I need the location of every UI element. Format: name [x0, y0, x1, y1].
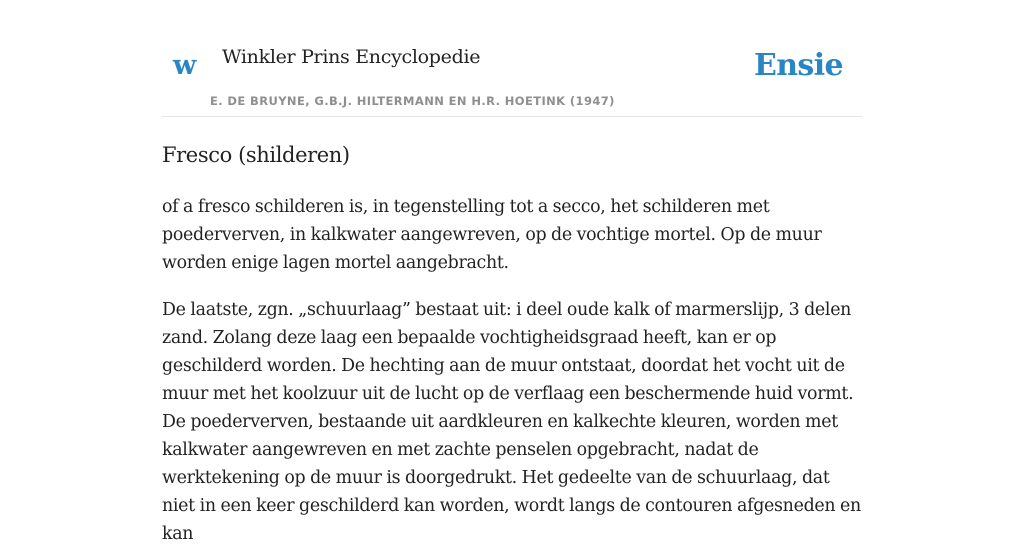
site-title[interactable]: Winkler Prins Encyclopedie — [222, 46, 481, 68]
source-authors: E. DE BRUYNE, G.B.J. HILTERMANN EN H.R. HOETINK (1947) — [210, 94, 615, 108]
article-paragraph: De laatste, zgn. „schuurlaag” bestaat uit: i deel oude kalk of marmerslijp, 3 delen zand. Zolang deze laag een bepaalde vochtigheidsgraad heeft, kan er op geschilderd worden. De hechting aan de muur ontstaat, doordat het vocht uit de muur met het koolzuur uit de lucht op de verflaag een beschermende huid vormt. De poederverven, bestaande uit aardkleuren en kalkechte kleuren, worden met kalkwater aangewreven en met zachte penselen opgebracht, nadat de werktekening op de muur is doorgedrukt. Het gedeelte van de schuurlaag, dat niet in een keer geschilderd kan worden, wordt langs de contouren afgesneden en kan — [162, 300, 861, 544]
brand-logo[interactable]: Ensie — [753, 48, 843, 83]
article-title: Fresco (shilderen) — [162, 143, 350, 167]
article-paragraph: of a fresco schilderen is, in tegenstelling tot a secco, het schilderen met poederverven, in kalkwater aangewreven, op de vochtige mortel. Op de muur worden enige lagen mortel aangebracht. — [162, 197, 822, 273]
site-logo[interactable]: w — [173, 50, 197, 81]
site-header — [162, 0, 862, 117]
article — [162, 116, 862, 548]
